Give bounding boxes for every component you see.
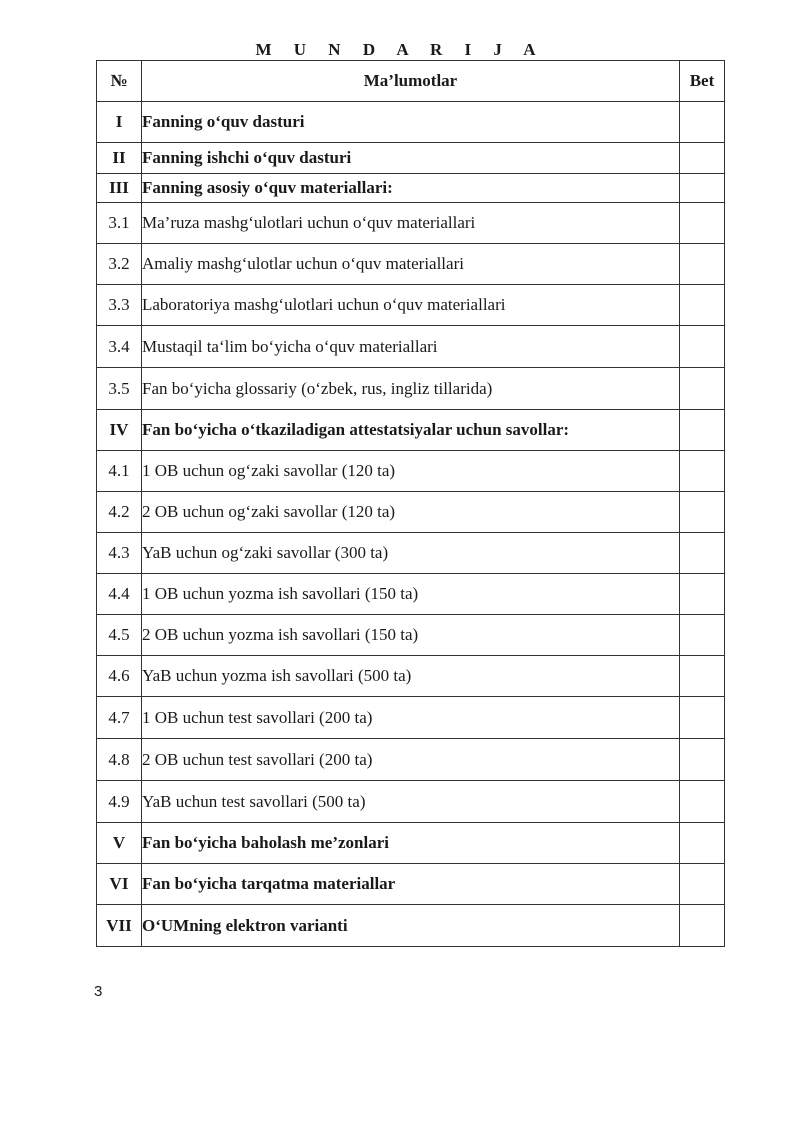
row-number: II <box>97 143 142 174</box>
row-title: 2 OB uchun yozma ish savollari (150 ta) <box>142 615 680 656</box>
row-number: 4.7 <box>97 697 142 739</box>
row-page <box>680 781 725 823</box>
row-number: 4.1 <box>97 451 142 492</box>
row-title: Fan bo‘yicha baholash me’zonlari <box>142 823 680 864</box>
row-number: 4.5 <box>97 615 142 656</box>
row-title: Fanning asosiy o‘quv materiallari: <box>142 174 680 203</box>
row-page <box>680 203 725 244</box>
row-title: 2 OB uchun test savollari (200 ta) <box>142 739 680 781</box>
row-number: VI <box>97 864 142 905</box>
table-row <box>97 143 725 174</box>
table-row <box>97 326 725 368</box>
row-number: V <box>97 823 142 864</box>
table-row <box>97 823 725 864</box>
row-page <box>680 285 725 326</box>
row-number: 3.3 <box>97 285 142 326</box>
row-title: Mustaqil ta‘lim bo‘yicha o‘quv materiallari <box>142 326 680 368</box>
table-row <box>97 244 725 285</box>
row-number: IV <box>97 410 142 451</box>
table-of-contents <box>96 60 725 947</box>
row-page <box>680 533 725 574</box>
table-header-row <box>97 61 725 102</box>
row-title: Fanning o‘quv dasturi <box>142 102 680 143</box>
table-row <box>97 451 725 492</box>
row-number: 4.8 <box>97 739 142 781</box>
row-page <box>680 905 725 947</box>
row-title: Laboratoriya mashg‘ulotlari uchun o‘quv materiallari <box>142 285 680 326</box>
row-page <box>680 174 725 203</box>
row-page <box>680 739 725 781</box>
header-page: Bet <box>680 61 725 102</box>
table-row <box>97 492 725 533</box>
table-row <box>97 203 725 244</box>
row-page <box>680 102 725 143</box>
row-title: Amaliy mashg‘ulotlar uchun o‘quv materiallari <box>142 244 680 285</box>
row-page <box>680 410 725 451</box>
table-row <box>97 410 725 451</box>
row-title: YaB uchun yozma ish savollari (500 ta) <box>142 656 680 697</box>
row-title: Fanning ishchi o‘quv dasturi <box>142 143 680 174</box>
row-page <box>680 615 725 656</box>
row-page <box>680 451 725 492</box>
row-title: Fan bo‘yicha glossariy (o‘zbek, rus, ingliz tillarida) <box>142 368 680 410</box>
table-row <box>97 102 725 143</box>
row-number: 3.2 <box>97 244 142 285</box>
row-number: 4.2 <box>97 492 142 533</box>
row-number: VII <box>97 905 142 947</box>
row-page <box>680 697 725 739</box>
document-title: M U N D A R I J A <box>255 40 545 59</box>
table-row <box>97 368 725 410</box>
table-row <box>97 285 725 326</box>
row-page <box>680 368 725 410</box>
row-number: 3.4 <box>97 326 142 368</box>
table-row <box>97 905 725 947</box>
table-row <box>97 697 725 739</box>
row-page <box>680 864 725 905</box>
row-title: 1 OB uchun og‘zaki savollar (120 ta) <box>142 451 680 492</box>
table-row <box>97 574 725 615</box>
table-body <box>97 102 725 947</box>
row-title: 1 OB uchun yozma ish savollari (150 ta) <box>142 574 680 615</box>
row-title: 2 OB uchun og‘zaki savollar (120 ta) <box>142 492 680 533</box>
row-title: O‘UMning elektron varianti <box>142 905 680 947</box>
row-number: III <box>97 174 142 203</box>
row-page <box>680 823 725 864</box>
row-page <box>680 656 725 697</box>
row-page <box>680 492 725 533</box>
table-row <box>97 656 725 697</box>
row-number: I <box>97 102 142 143</box>
row-number: 3.1 <box>97 203 142 244</box>
header-number: № <box>97 61 142 102</box>
table-row <box>97 864 725 905</box>
row-number: 4.9 <box>97 781 142 823</box>
row-title: YaB uchun og‘zaki savollar (300 ta) <box>142 533 680 574</box>
row-number: 4.4 <box>97 574 142 615</box>
table-row <box>97 739 725 781</box>
table-row <box>97 533 725 574</box>
page-number: 3 <box>94 983 103 1000</box>
row-title: Ma’ruza mashg‘ulotlari uchun o‘quv materiallari <box>142 203 680 244</box>
row-page <box>680 143 725 174</box>
row-number: 3.5 <box>97 368 142 410</box>
row-number: 4.6 <box>97 656 142 697</box>
row-title: YaB uchun test savollari (500 ta) <box>142 781 680 823</box>
table-row <box>97 615 725 656</box>
row-page <box>680 326 725 368</box>
header-information: Ma’lumotlar <box>142 61 680 102</box>
row-title: Fan bo‘yicha o‘tkaziladigan attestatsiyalar uchun savollar: <box>142 410 680 451</box>
table-row <box>97 174 725 203</box>
row-number: 4.3 <box>97 533 142 574</box>
row-title: 1 OB uchun test savollari (200 ta) <box>142 697 680 739</box>
row-page <box>680 244 725 285</box>
row-page <box>680 574 725 615</box>
row-title: Fan bo‘yicha tarqatma materiallar <box>142 864 680 905</box>
table-row <box>97 781 725 823</box>
